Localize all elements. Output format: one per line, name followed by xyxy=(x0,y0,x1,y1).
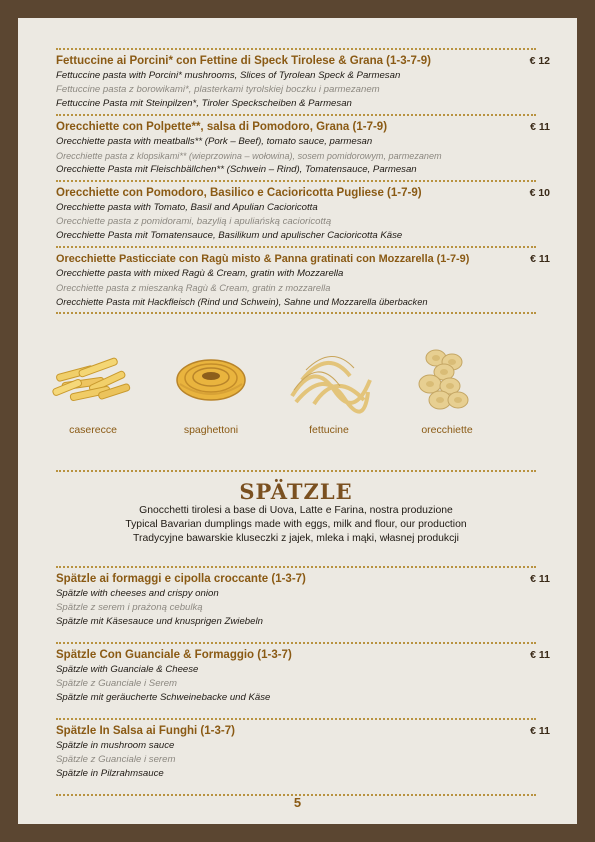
pasta-types-row xyxy=(38,340,518,440)
item-title: Spätzle In Salsa ai Funghi (1-3-7) xyxy=(56,725,235,737)
item-desc-de: Orecchiette Pasta mit Hackfleisch (Rind und Schwein), Sahne und Mozzarella überbacken xyxy=(56,297,428,307)
pasta-label: orecchiette xyxy=(421,424,473,436)
item-price: € 11 xyxy=(530,649,550,661)
spatzle-section xyxy=(56,566,550,796)
item-desc-pl: Spätzle z Guanciale i serem xyxy=(56,754,176,765)
pasta-label: spaghettoni xyxy=(183,424,239,436)
menu-item xyxy=(56,116,550,180)
item-price: € 11 xyxy=(530,253,550,265)
item-desc-pl: Spätzle z serem i prażoną cebulką xyxy=(56,602,203,613)
item-desc-de: Fettuccine Pasta mit Steinpilzen*, Tiroler Speckscheiben & Parmesan xyxy=(56,98,352,109)
item-desc-de: Spätzle mit Käsesauce und knusprigen Zwiebeln xyxy=(56,616,263,627)
item-price: € 11 xyxy=(530,725,550,737)
menu-item xyxy=(56,568,550,634)
pasta-type xyxy=(38,340,148,440)
pasta-label: caserecce xyxy=(69,424,117,436)
item-desc-en: Fettuccine pasta with Porcini* mushrooms, Slices of Tyrolean Speck & Parmesan xyxy=(56,70,401,81)
item-desc-pl: Spätzle z Guanciale i Serem xyxy=(56,678,178,689)
item-desc-en: Orecchiette pasta with Tomato, Basil and Apulian Cacioricotta xyxy=(56,202,318,213)
pasta-type xyxy=(274,340,384,440)
spatzle-header xyxy=(56,470,536,546)
item-desc-de: Spätzle in Pilzrahmsauce xyxy=(56,768,164,779)
section-desc-it: Gnocchetti tirolesi a base di Uova, Latte e Farina, nostra produzione xyxy=(139,505,453,516)
menu-item xyxy=(56,720,550,786)
item-title: Orecchiette Pasticciate con Ragù misto & Panna gratinati con Mozzarella (1-7-9) xyxy=(56,253,470,265)
section-desc-en: Typical Bavarian dumplings made with eggs, milk and flour, our production xyxy=(125,519,467,530)
item-title: Spätzle ai formaggi e cipolla croccante (1-3-7) xyxy=(56,573,306,585)
item-title: Spätzle Con Guanciale & Formaggio (1-3-7) xyxy=(56,649,292,661)
spaghettoni-pasta-image xyxy=(166,340,256,410)
menu-item xyxy=(56,50,550,114)
item-desc-de: Spätzle mit geräucherte Schweinebacke und Käse xyxy=(56,692,271,703)
dotted-divider xyxy=(56,470,536,472)
menu-item xyxy=(56,248,550,312)
pasta-type xyxy=(156,340,266,440)
item-title: Orecchiette con Pomodoro, Basilico e Cacioricotta Pugliese (1-7-9) xyxy=(56,187,422,199)
menu-page xyxy=(18,18,577,824)
item-desc-de: Orecchiette Pasta mit Fleischbällchen** (Schwein – Rind), Tomatensauce, Parmesan xyxy=(56,164,417,175)
fettucine-pasta-image xyxy=(284,340,374,416)
item-desc-en: Spätzle with cheeses and crispy onion xyxy=(56,588,219,599)
item-title: Fettuccine ai Porcini* con Fettine di Speck Tirolese & Grana (1-3-7-9) xyxy=(56,55,431,67)
pasta-label: fettucine xyxy=(309,424,349,436)
item-price: € 10 xyxy=(529,187,550,199)
caserecce-pasta-image xyxy=(48,340,138,410)
orecchiette-pasta-image xyxy=(402,340,492,416)
item-price: € 12 xyxy=(529,55,550,67)
section-desc-pl: Tradycyjne bawarskie kluseczki z jajek, mleka i mąki, własnej produkcji xyxy=(133,533,459,544)
item-desc-pl: Orecchiette pasta z pomidorami, bazylią i apuliańską cacioricottą xyxy=(56,216,332,227)
item-desc-pl: Orecchiette pasta z mieszanką Ragù & Cream, gratin z mozzarella xyxy=(56,283,331,293)
section-title: SPÄTZLE xyxy=(239,479,353,504)
menu-item xyxy=(56,182,550,246)
menu-item xyxy=(56,644,550,710)
item-price: € 11 xyxy=(530,573,550,585)
item-desc-en: Orecchiette pasta with meatballs** (Pork – Beef), tomato sauce, parmesan xyxy=(56,136,373,147)
item-desc-en: Spätzle with Guanciale & Cheese xyxy=(56,664,199,675)
item-desc-pl: Fettuccine pasta z borowikami*, plasterkami tyrolskiej boczku i parmezanem xyxy=(56,84,380,95)
pasta-type xyxy=(392,340,502,440)
dotted-divider xyxy=(56,312,536,314)
item-title: Orecchiette con Polpette**, salsa di Pomodoro, Grana (1-7-9) xyxy=(56,121,388,133)
page-number: 5 xyxy=(293,795,302,810)
item-desc-pl: Orecchiette pasta z klopsikami** (wieprzowina – wołowina), sosem pomidorowym, parmezanem xyxy=(56,151,442,161)
pasta-section xyxy=(56,48,550,314)
item-desc-en: Spätzle in mushroom sauce xyxy=(56,740,175,751)
item-desc-en: Orecchiette pasta with mixed Ragù & Cream, gratin with Mozzarella xyxy=(56,268,344,279)
item-desc-de: Orecchiette Pasta mit Tomatensauce, Basilikum und apulischer Cacioricotta Käse xyxy=(56,230,403,241)
item-price: € 11 xyxy=(530,121,550,133)
